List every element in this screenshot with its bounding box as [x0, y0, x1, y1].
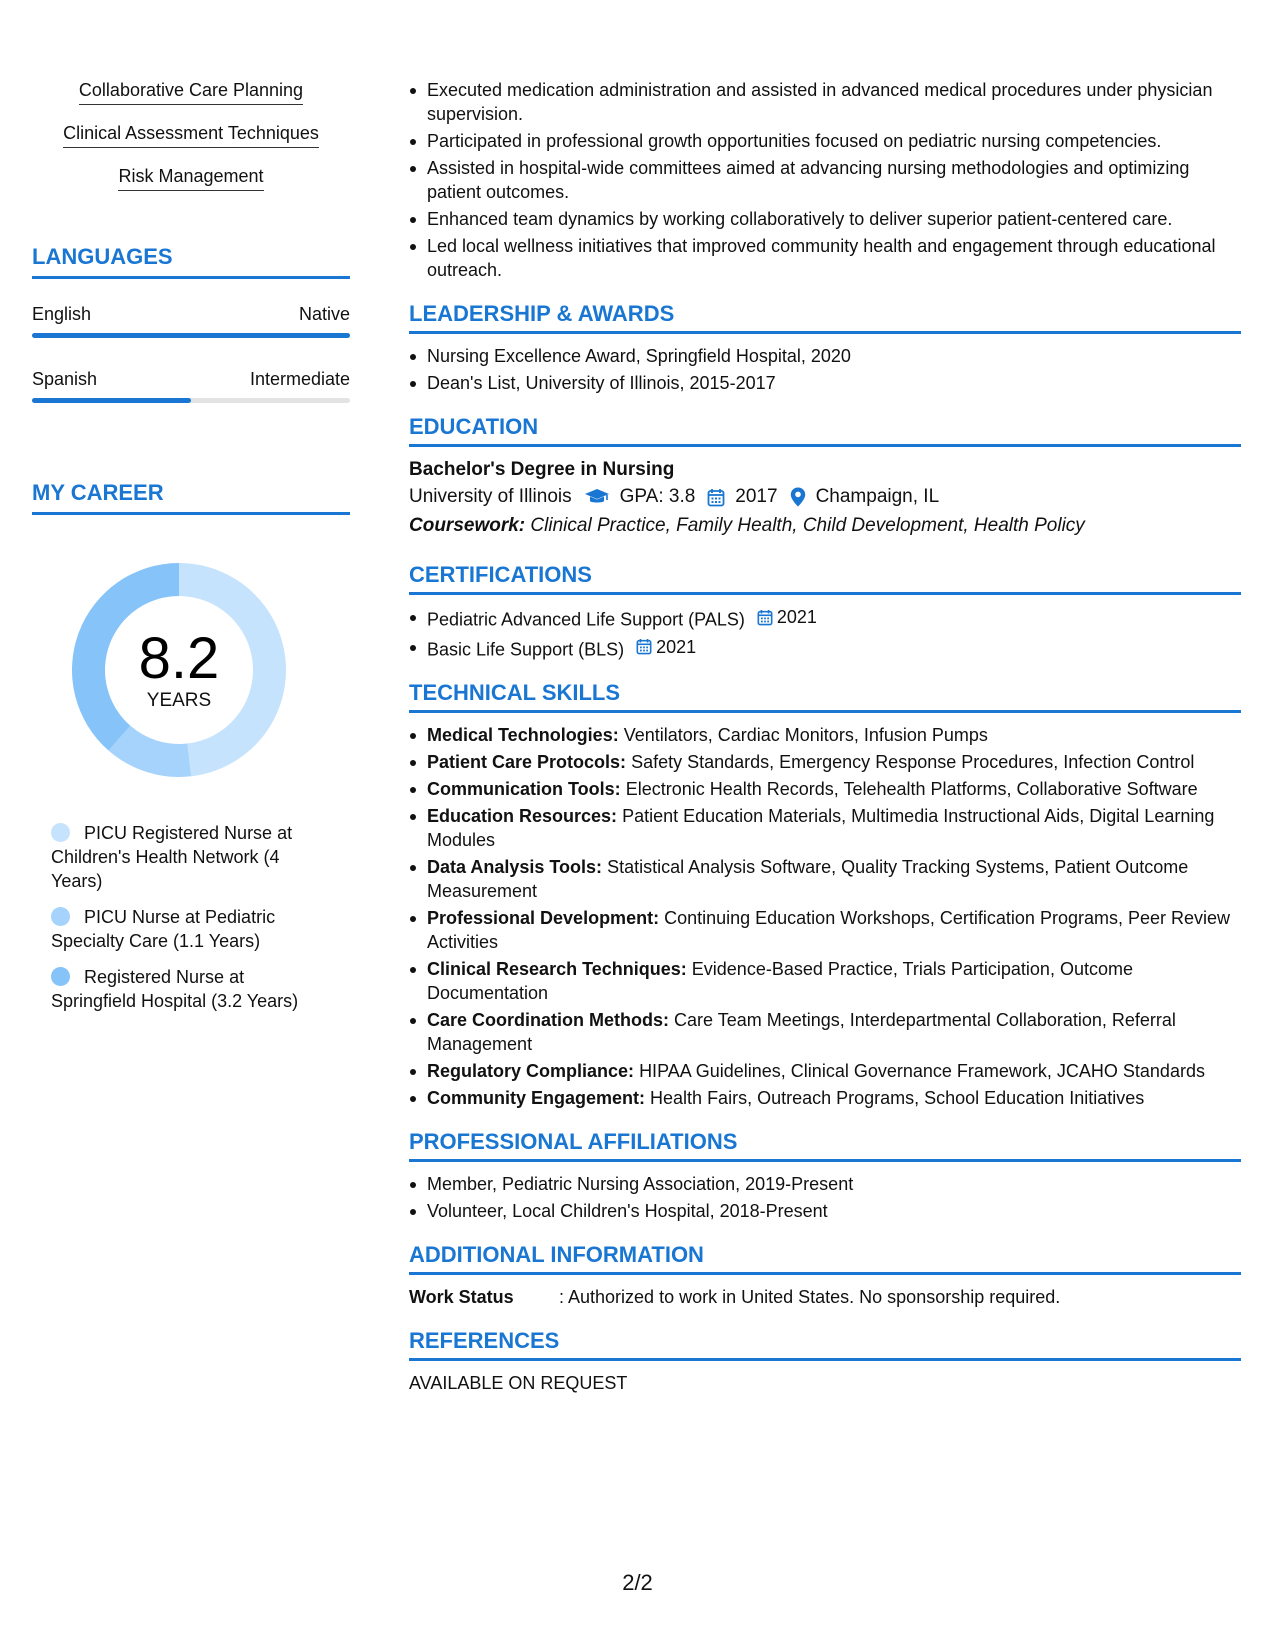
language-name: English: [32, 304, 92, 324]
degree-title: Bachelor's Degree in Nursing: [409, 459, 675, 480]
coursework-label: Coursework:: [409, 515, 526, 536]
language-level: Native: [298, 304, 350, 324]
certification-year: 2021: [776, 607, 817, 627]
skill-values: Health Fairs, Outreach Programs, School Education Initiatives: [650, 1088, 1145, 1108]
skill-category: Professional Development:: [427, 908, 660, 928]
affiliations-heading: PROFESSIONAL AFFILIATIONS: [409, 1128, 1241, 1162]
skill-category: Care Coordination Methods:: [427, 1010, 669, 1030]
legend-label: PICU Registered Nurse at Children's Health Network (4 Years): [51, 823, 293, 891]
references-heading: REFERENCES: [409, 1327, 1241, 1361]
legend-dot-icon: [51, 823, 70, 842]
leadership-list: [409, 344, 1241, 395]
technical-skills-list: [409, 723, 1241, 1110]
skill-values: HIPAA Guidelines, Clinical Governance Framework, JCAHO Standards: [639, 1061, 1205, 1081]
calendar-icon: [707, 488, 725, 507]
list-item: [427, 906, 1241, 954]
skill-tag: Risk Management: [118, 164, 263, 191]
skill-tags: [32, 78, 350, 207]
skill-tag: Collaborative Care Planning: [79, 78, 303, 105]
skill-values: Statistical Analysis Software, Quality Tracking Systems, Patient Outcome Measurement: [427, 857, 1189, 901]
legend-dot-icon: [51, 907, 70, 926]
career-section: [32, 479, 350, 1013]
legend-item: [51, 821, 321, 893]
work-status-value: : Authorized to work in United States. No sponsorship required.: [559, 1287, 1061, 1307]
donut-center: [64, 555, 294, 785]
work-status-label: Work Status: [409, 1287, 514, 1307]
school-name: University of Illinois: [409, 486, 572, 507]
experience-bullets: [409, 78, 1241, 282]
list-item: Executed medication administration and assisted in advanced medical procedures under physician supervision.: [427, 78, 1241, 126]
skill-category: Regulatory Compliance:: [427, 1061, 635, 1081]
language-level-bar: [32, 398, 350, 403]
legend-item: [51, 905, 321, 953]
skill-values: Evidence-Based Practice, Trials Participation, Outcome Documentation: [427, 959, 1133, 1003]
list-item: [427, 957, 1241, 1005]
leadership-heading: LEADERSHIP & AWARDS: [409, 300, 1241, 334]
career-legend: [32, 821, 321, 1013]
skill-values: Patient Education Materials, Multimedia Instructional Aids, Digital Learning Modules: [427, 806, 1215, 850]
page-number: 2/2: [622, 1570, 653, 1595]
skill-category: Data Analysis Tools:: [427, 857, 603, 877]
skill-category: Community Engagement:: [427, 1088, 646, 1108]
certification-year: 2021: [656, 636, 697, 657]
education-heading: EDUCATION: [409, 413, 1241, 447]
list-item: [427, 723, 1241, 747]
certification-name: Basic Life Support (BLS): [427, 639, 625, 659]
certifications-heading: CERTIFICATIONS: [409, 561, 1241, 595]
skill-category: Communication Tools:: [427, 779, 621, 799]
list-item: Volunteer, Local Children's Hospital, 2018-Present: [427, 1199, 1241, 1223]
list-item: [427, 605, 1241, 632]
language-level-fill: [32, 398, 191, 403]
list-item: [427, 804, 1241, 852]
list-item: Participated in professional growth opportunities focused on pediatric nursing competencies.: [427, 129, 1241, 153]
affiliations-list: [409, 1172, 1241, 1223]
language-level-fill: [32, 333, 350, 338]
language-row: [32, 303, 350, 338]
main-content: [409, 78, 1241, 1395]
skill-values: Electronic Health Records, Telehealth Platforms, Collaborative Software: [625, 779, 1198, 799]
legend-item: [51, 965, 321, 1013]
list-item: Led local wellness initiatives that improved community health and engagement through educational outreach.: [427, 234, 1241, 282]
certification-name: Pediatric Advanced Life Support (PALS): [427, 609, 745, 630]
language-level: Intermediate: [249, 369, 350, 389]
list-item: Nursing Excellence Award, Springfield Hospital, 2020: [427, 344, 1241, 368]
list-item: [427, 855, 1241, 903]
skill-category: Patient Care Protocols:: [427, 752, 627, 772]
list-item: [427, 750, 1241, 774]
education-entry: [409, 457, 1241, 541]
list-item: Dean's List, University of Illinois, 2015-2017: [427, 371, 1241, 395]
legend-label: Registered Nurse at Springfield Hospital (3.2 Years): [51, 967, 299, 1011]
language-level-bar: [32, 333, 350, 338]
references-text: AVAILABLE ON REQUEST: [409, 1373, 628, 1393]
calendar-icon: [636, 638, 652, 655]
career-heading: MY CAREER: [32, 479, 350, 515]
additional-info-heading: ADDITIONAL INFORMATION: [409, 1241, 1241, 1275]
skill-category: Medical Technologies:: [427, 725, 619, 745]
technical-skills-heading: TECHNICAL SKILLS: [409, 679, 1241, 713]
graduation-year: 2017: [735, 486, 778, 507]
school-location: Champaign, IL: [815, 486, 940, 507]
legend-label: PICU Nurse at Pediatric Specialty Care (1.1 Years): [51, 907, 276, 951]
career-donut-chart: [64, 555, 294, 785]
sidebar: [32, 78, 350, 1025]
list-item: [427, 1086, 1241, 1110]
list-item: Assisted in hospital-wide committees aimed at advancing nursing methodologies and optimizing patient outcomes.: [427, 156, 1241, 204]
list-item: [427, 777, 1241, 801]
graduation-cap-icon: [584, 488, 610, 506]
coursework: [409, 511, 1241, 541]
career-total-value: 8.2: [138, 626, 220, 691]
list-item: [427, 1008, 1241, 1056]
skill-tag: Clinical Assessment Techniques: [63, 121, 319, 148]
list-item: [427, 1059, 1241, 1083]
skill-values: Safety Standards, Emergency Response Procedures, Infection Control: [631, 752, 1195, 772]
certifications-list: [409, 605, 1241, 661]
skill-values: Care Team Meetings, Interdepartmental Collaboration, Referral Management: [427, 1010, 1176, 1054]
language-row: [32, 368, 350, 403]
skill-category: Clinical Research Techniques:: [427, 959, 687, 979]
list-item: Enhanced team dynamics by working collaboratively to deliver superior patient-centered care.: [427, 207, 1241, 231]
languages-heading: LANGUAGES: [32, 243, 350, 279]
location-pin-icon: [790, 487, 806, 507]
legend-dot-icon: [51, 967, 70, 986]
list-item: [427, 635, 1241, 662]
calendar-icon: [757, 609, 773, 626]
career-total-unit: YEARS: [146, 690, 212, 711]
skill-category: Education Resources:: [427, 806, 618, 826]
work-status-row: [409, 1285, 1241, 1309]
languages-section: [32, 243, 350, 403]
coursework-list: Clinical Practice, Family Health, Child Development, Health Policy: [530, 515, 1085, 536]
skill-values: Ventilators, Cardiac Monitors, Infusion Pumps: [623, 725, 988, 745]
language-name: Spanish: [32, 369, 98, 389]
skill-values: Continuing Education Workshops, Certification Programs, Peer Review Activities: [427, 908, 1231, 952]
gpa: GPA: 3.8: [619, 486, 696, 507]
education-details: [409, 483, 1241, 511]
list-item: Member, Pediatric Nursing Association, 2019-Present: [427, 1172, 1241, 1196]
